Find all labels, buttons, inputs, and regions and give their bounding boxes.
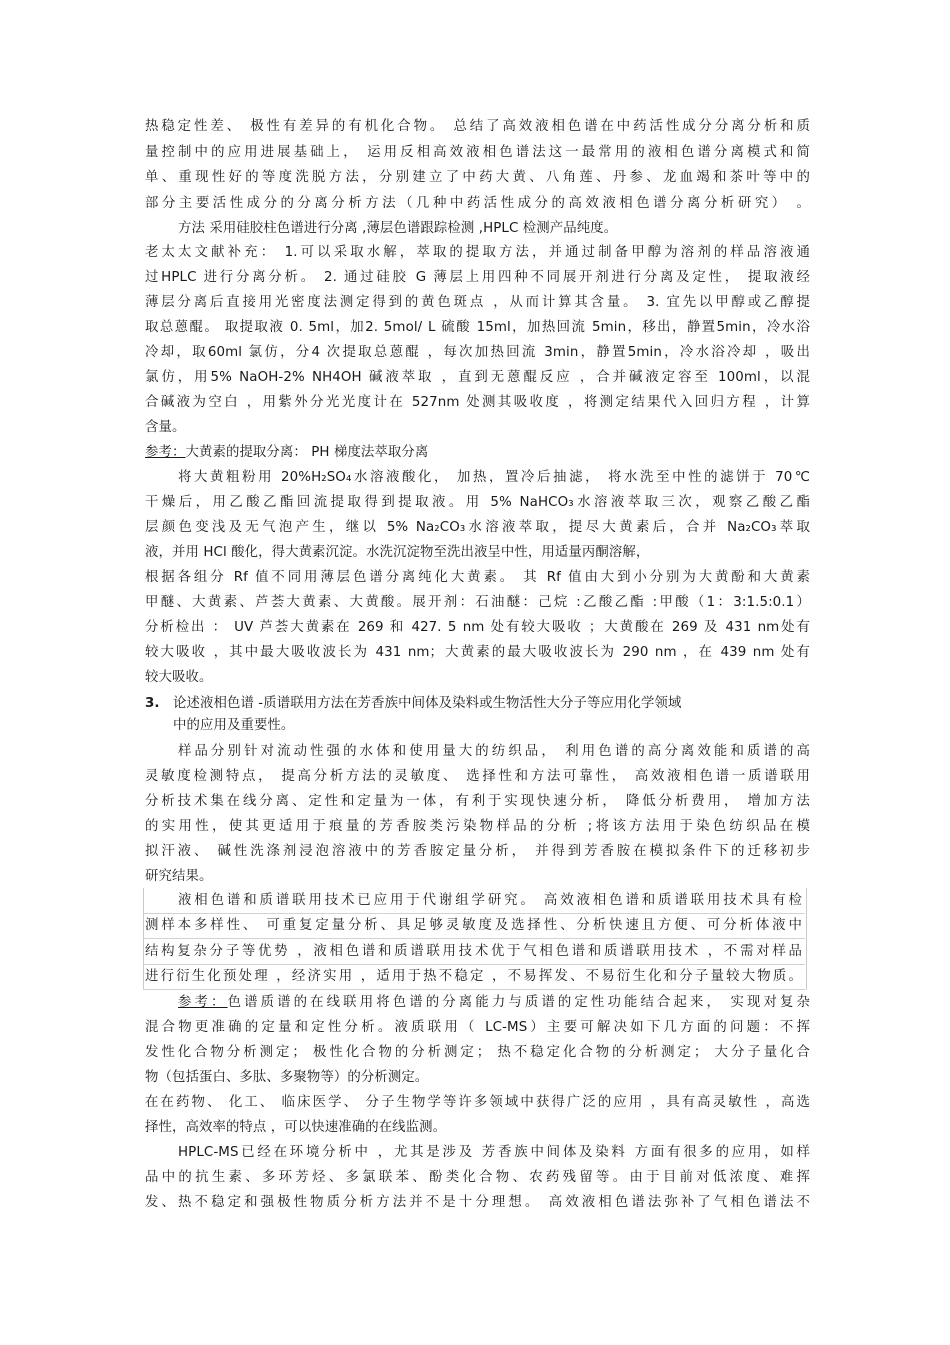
text-line: 测样本多样性、 可重复定量分析、具足够灵敏度及选择性、分析快速且方便、可分析体液中 — [145, 918, 802, 933]
text-line: 混合物更准确的定量和定性分析。液质联用（ LC-MS）主要可解决如下几方面的问题：不挥 — [145, 1020, 810, 1035]
divider — [143, 989, 805, 990]
text-line: 物（包括蛋白、多肽、多聚物等）的分析测定。 — [145, 1070, 429, 1085]
text-line: 热稳定性差、 极性有差异的有机化合物。 总结了高效液相色谱在中药活性成分分离分析和质 — [145, 119, 810, 134]
text-line: 含量。 — [145, 420, 186, 435]
text-line: 在在药物、 化工、 临床医学、 分子生物学等许多领域中获得广泛的应用 ，具有高灵敏性 ，高选 — [145, 1095, 810, 1110]
text-line: 量控制中的应用进展基础上， 运用反相高效液相色谱法这一最常用的液相色谱分离模式和简 — [145, 145, 810, 160]
text-line: 研究结果。 — [145, 869, 213, 884]
text-line: 的实用性，使其更适用于痕量的芳香胺类污染物样品的分析 ;将该方法用于染色纺织品在模 — [145, 819, 810, 834]
divider — [143, 964, 805, 965]
text-line: 拟汗液、 碱性洗涤剂浸泡溶液中的芳香胺定量分析， 并得到芳香胺在模拟条件下的迁移初步 — [145, 844, 810, 859]
text-line: 薄层分离后直接用光密度法测定得到的黄色斑点 ，从而计算其含量。 3. 宜先以甲醇或乙醇提 — [145, 295, 810, 310]
text-line: 品中的抗生素、多环芳烃、多氯联苯、酚类化合物、农药残留等。由于目前对低浓度、难挥 — [145, 1170, 810, 1185]
reference-line — [178, 993, 810, 1013]
question-line: 论述液相色谱 -质谱联用方法在芳香族中间体及染料或生物活性大分子等应用化学领域 — [173, 696, 682, 711]
text-line: 较大吸收 ，其中最大吸收波长为 431 nm；大黄素的最大吸收波长为 290 nm ，在 439 nm 处有 — [145, 645, 810, 660]
reference-heading — [145, 443, 810, 463]
text-line: 部分主要活性成分的分离分析方法（几种中药活性成分的高效液相色谱分离分析研究） 。 — [145, 196, 810, 211]
text-line: 结构复杂分子等优势 ，液相色谱和质谱联用技术优于气相色谱和质谱联用技术 ，不需对样品 — [145, 944, 802, 959]
question-number: 3. — [145, 696, 160, 711]
text-line: 分析技术集在线分离、定性和定量为一体，有利于实现快速分析， 降低分析费用， 增加方法 — [145, 794, 810, 809]
text-line: 灵敏度检测特点， 提高分析方法的灵敏度、 选择性和方法可靠性， 高效液相色谱一质谱联用 — [145, 769, 810, 784]
question-line: 中的应用及重要性。 — [173, 718, 295, 733]
text-line: HPLC-MS已经在环境分析中 ，尤其是涉及 芳香族中间体及染料 方面有很多的应用，如样 — [178, 1145, 810, 1160]
text-line: 干燥后，用乙酸乙酯回流提取得到提取液。用 5% NaHCO₃水溶液萃取三次，观察乙酸乙酯 — [145, 495, 810, 510]
text-line: 合碱液为空白 ，用紫外分光光度计在 527nm 处测其吸收度 ，将测定结果代入回归方程 ，计算 — [145, 395, 810, 410]
text-line: 发、热不稳定和强极性物质分析方法并不是十分理想。 高效液相色谱法弥补了气相色谱法不 — [145, 1195, 810, 1210]
text-line: 择性，高效率的特点 ，可以快速准确的在线监测。 — [145, 1120, 447, 1135]
text-line: 较大吸收。 — [145, 670, 213, 685]
text-line: 老太太文献补充： 1.可以采取水解，萃取的提取方法，并通过制备甲醇为溶剂的样品溶液通 — [145, 245, 810, 260]
divider — [143, 913, 805, 914]
text-line: 发性化合物分析测定； 极性化合物的分析测定； 热不稳定化合物的分析测定； 大分子量化合 — [145, 1045, 810, 1060]
reference-text: 色谱质谱的在线联用将色谱的分离能力与质谱的定性功能结合起来， 实现对复杂 — [227, 995, 810, 1010]
text-line: 层颜色变浅及无气泡产生，继以 5% Na₂CO₃水溶液萃取，提尽大黄素后，合并 Na₂CO₃萃取 — [145, 520, 810, 535]
text-line: 甲醚、大黄素、芦荟大黄素、大黄酸。展开剂：石油醚：己烷 :乙酸乙酯 :甲酸（1：3:1.5:0.1） — [145, 595, 810, 610]
divider — [143, 938, 805, 939]
text-line: 取总蒽醌。 取提取液 0. 5ml，加2. 5mol/ L 硫酸 15ml，加热回流 5min，移出，静置5min，冷水浴 — [145, 320, 810, 335]
text-line: 根据各组分 Rf 值不同用薄层色谱分离纯化大黄素。 其 Rf 值由大到小分别为大黄酚和大黄素 — [145, 570, 810, 585]
text-line: 分析检出 ： UV 芦荟大黄素在 269 和 427. 5 nm 处有较大吸收 ；大黄酸在 269 及 431 nm处有 — [145, 620, 810, 635]
reference-heading-text: 大黄素的提取分离： PH 梯度法萃取分离 — [185, 445, 429, 460]
text-line: 冷却，取60ml 氯仿，分4 次提取总蒽醌 ，每次加热回流 3min，静置5min，冷水浴冷却 ，吸出 — [145, 345, 810, 360]
text-line: 样品分别针对流动性强的水体和使用量大的纺织品， 利用色谱的高分离效能和质谱的高 — [178, 744, 810, 759]
text-line: 进行衍生化预处理 ，经济实用 ，适用于热不稳定 ，不易挥发、不易衍生化和分子量较大物质。 — [145, 969, 802, 984]
text-line: 氯仿，用5% NaOH-2% NH4OH 碱液萃取 ，直到无蒽醌反应 ，合并碱液定容至 100ml，以混 — [145, 370, 810, 385]
text-line: 将大黄粗粉用 20%H₂SO₄水溶液酸化， 加热，置冷后抽滤， 将水洗至中性的滤饼于 70℃ — [178, 470, 810, 485]
text-line: 液相色谱和质谱联用技术已应用于代谢组学研究。 高效液相色谱和质谱联用技术具有检 — [178, 893, 802, 908]
text-line: 方法 采用硅胶柱色谱进行分离 ,薄层色谱跟踪检测 ,HPLC 检测产品纯度。 — [178, 221, 618, 236]
reference-label: 参考： — [145, 445, 186, 460]
text-line: 单、重现性好的等度洗脱方法，分别建立了中药大黄、八角莲、丹参、龙血竭和茶叶等中的 — [145, 170, 810, 185]
reference-label: 参考： — [178, 995, 228, 1010]
text-line: 过HPLC 进行分离分析。 2. 通过硅胶 G 薄层上用四种不同展开剂进行分离及定性， 提取液经 — [145, 270, 810, 285]
text-line: 液，并用 HCl 酸化，得大黄素沉淀。水洗沉淀物至洗出液呈中性，用适量丙酮溶解， — [145, 545, 650, 560]
